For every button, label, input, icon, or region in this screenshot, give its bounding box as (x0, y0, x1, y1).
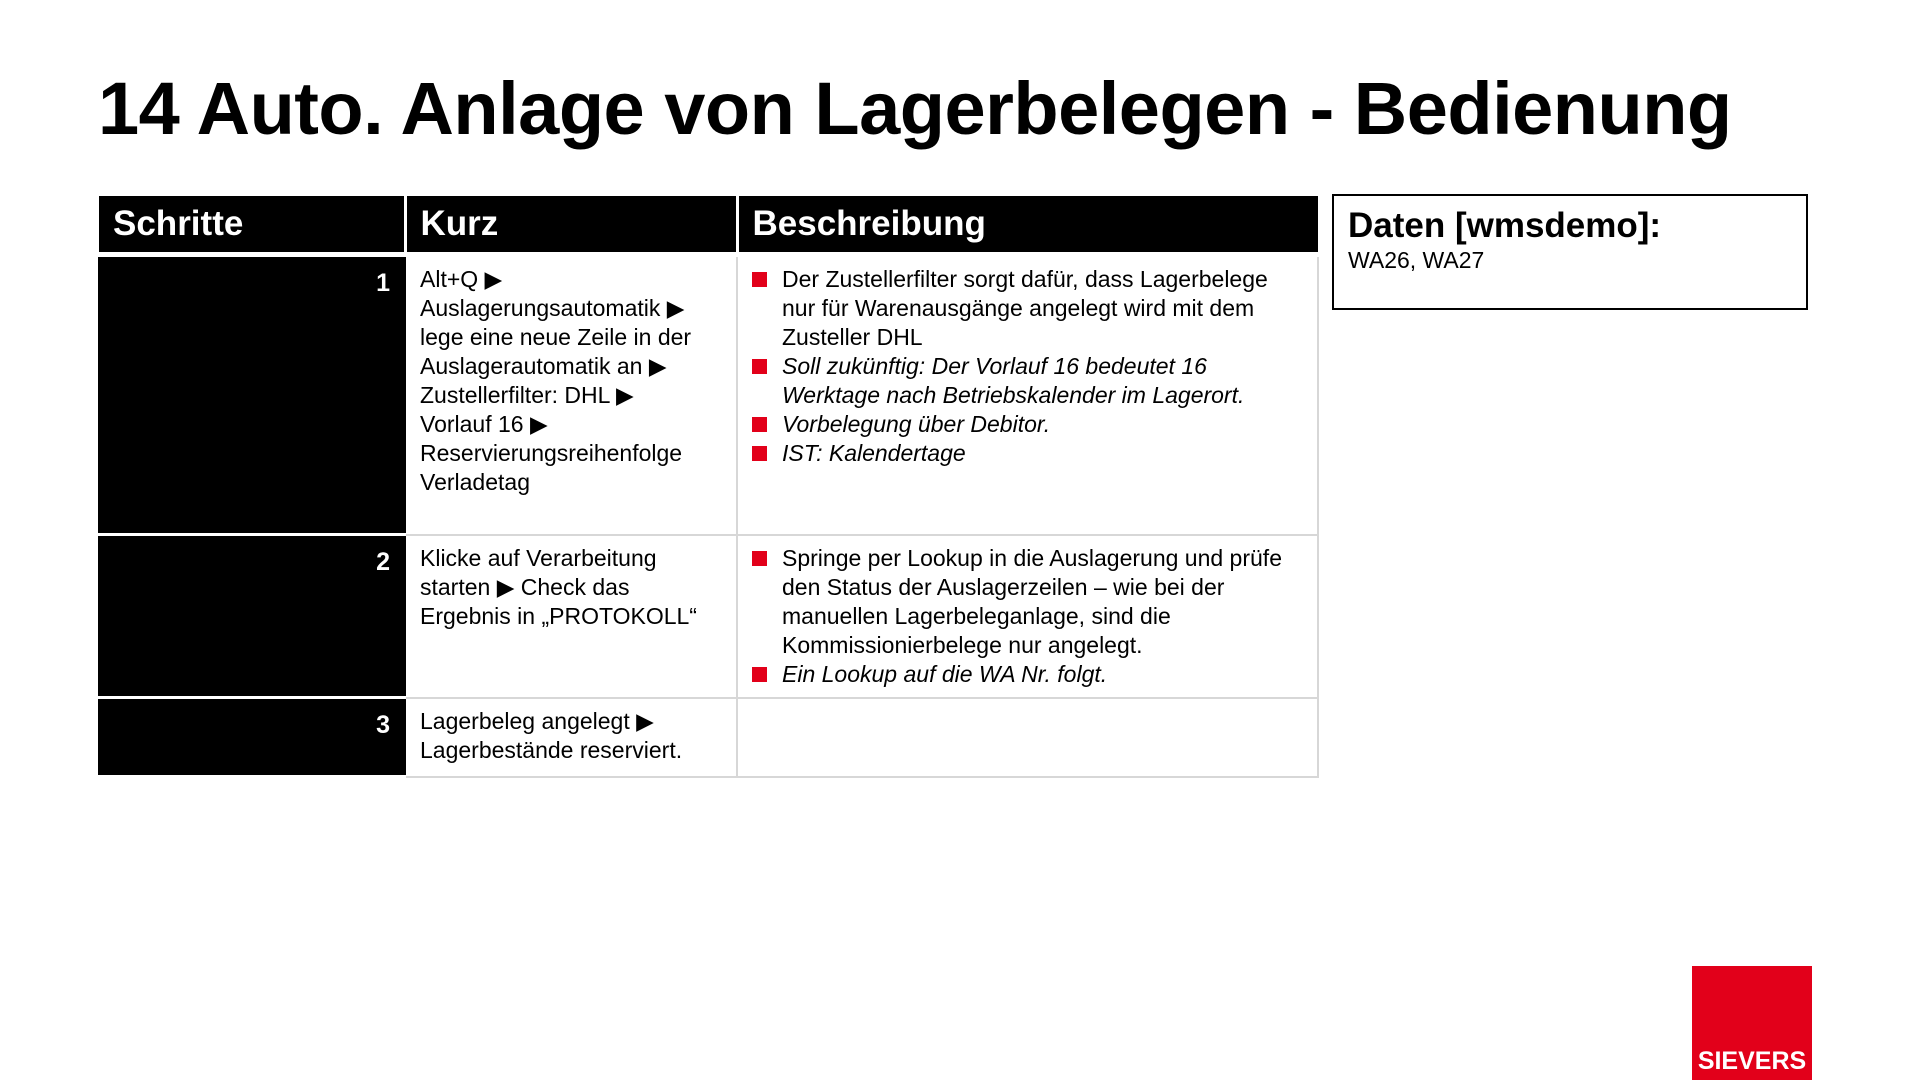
description-list (752, 265, 1303, 468)
step-number: 2 (99, 535, 405, 698)
table-row (99, 535, 1318, 698)
description-list (752, 544, 1303, 689)
header-schritte: Schritte (99, 196, 405, 255)
step-short: Lagerbeleg angelegt ▶ Lagerbestände reserviert. (405, 698, 737, 777)
logo-text: SIEVERS (1697, 1047, 1807, 1075)
table-header-row (99, 196, 1318, 255)
data-box (1332, 194, 1808, 310)
list-item: IST: Kalendertage (752, 439, 1303, 468)
step-description (737, 535, 1318, 698)
list-item: Ein Lookup auf die WA Nr. folgt. (752, 660, 1303, 689)
sievers-logo (1692, 966, 1812, 1080)
data-box-values: WA26, WA27 (1348, 247, 1485, 273)
step-description (737, 255, 1318, 535)
header-beschreibung: Beschreibung (737, 196, 1318, 255)
steps-table (98, 196, 1319, 778)
list-item: Vorbelegung über Debitor. (752, 410, 1303, 439)
table-row (99, 698, 1318, 777)
step-number: 3 (99, 698, 405, 777)
data-box-title: Daten [wmsdemo]: (1348, 206, 1662, 245)
list-item: Der Zustellerfilter sorgt dafür, dass Lagerbelege nur für Warenausgänge angelegt wird mit dem Zusteller DHL (752, 265, 1303, 352)
list-item: Springe per Lookup in die Auslagerung und prüfe den Status der Auslagerzeilen – wie bei der manuellen Lagerbeleganlage, sind die Kommissionierbelege nur angelegt. (752, 544, 1303, 660)
header-kurz: Kurz (405, 196, 737, 255)
list-item: Soll zukünftig: Der Vorlauf 16 bedeutet 16 Werktage nach Betriebskalender im Lagerort. (752, 352, 1303, 410)
step-number: 1 (99, 255, 405, 535)
step-short: Alt+Q ▶ Auslagerungsautomatik ▶ lege eine neue Zeile in der Auslagerautomatik an ▶ Zustellerfilter: DHL ▶ Vorlauf 16 ▶ Reservierungsreihenfolge Verladetag (405, 255, 737, 535)
step-short: Klicke auf Verarbeitung starten ▶ Check das Ergebnis in „PROTOKOLL“ (405, 535, 737, 698)
step-description (737, 698, 1318, 777)
page-title: 14 Auto. Anlage von Lagerbelegen - Bedienung (98, 67, 1732, 150)
table-row (99, 255, 1318, 535)
